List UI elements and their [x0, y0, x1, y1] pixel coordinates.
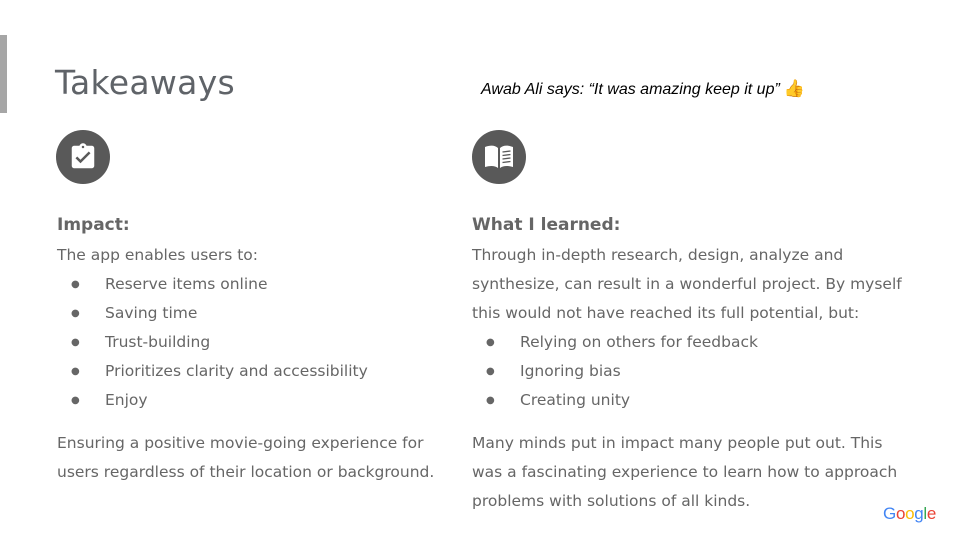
list-item: ● Enjoy	[57, 386, 437, 415]
list-item: ● Relying on others for feedback	[472, 328, 902, 357]
list-item: ● Saving time	[57, 299, 437, 328]
open-book-icon	[472, 130, 526, 184]
impact-list	[57, 270, 437, 415]
impact-heading: Impact:	[57, 215, 130, 235]
quote-text: Awab Ali says: “It was amazing keep it up”	[481, 81, 780, 98]
google-logo: Google	[883, 504, 937, 523]
learned-intro: Through in-depth research, design, analyze and synthesize, can result in a wonderful project. By myself this would not have reached its full potential, but:	[472, 246, 902, 322]
feedback-quote	[481, 79, 805, 99]
list-item: ● Reserve items online	[57, 270, 437, 299]
learned-paragraph: Many minds put in impact many people put out. This was a fascinating experience to learn how to approach problems with solutions of all kinds.	[472, 434, 898, 510]
impact-intro: The app enables users to:	[57, 246, 258, 264]
list-item: ● Prioritizes clarity and accessibility	[57, 357, 437, 386]
learned-list	[472, 328, 902, 415]
learned-heading: What I learned:	[472, 215, 621, 235]
list-item: ● Trust-building	[57, 328, 437, 357]
list-item: ● Ignoring bias	[472, 357, 902, 386]
learned-section	[472, 213, 902, 516]
thumbs-up-icon: 👍	[783, 79, 805, 98]
list-item: ● Creating unity	[472, 386, 902, 415]
impact-section	[57, 213, 437, 487]
impact-paragraph: Ensuring a positive movie-going experience for users regardless of their location or background.	[57, 434, 435, 481]
slide-title: Takeaways	[55, 63, 236, 102]
clipboard-check-icon	[56, 130, 110, 184]
accent-bar	[0, 35, 7, 113]
